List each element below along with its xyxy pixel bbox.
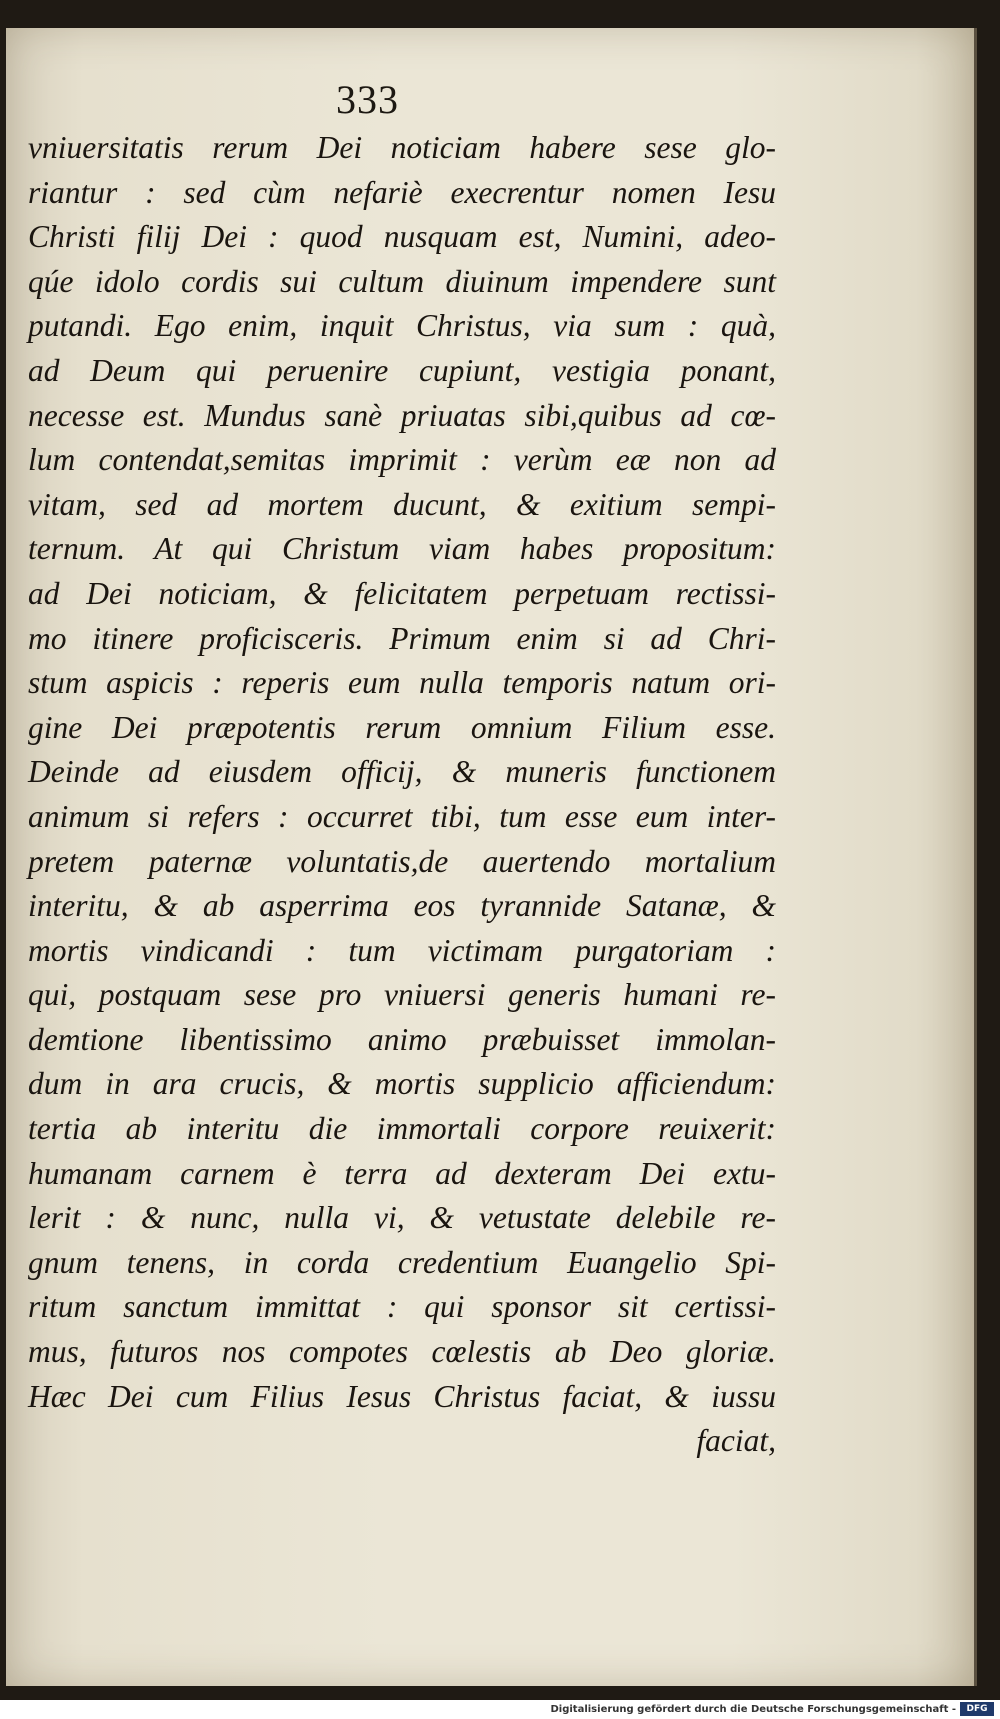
text-line: qui, postquam sese pro vniuersi generis humani re- — [28, 977, 776, 1013]
text-line: mus, futuros nos compotes cœlestis ab Deo gloriæ. — [28, 1334, 776, 1370]
text-line: ad Deum qui peruenire cupiunt, vestigia ponant, — [28, 352, 776, 388]
text-line: animum si refers : occurret tibi, tum esse eum inter- — [28, 798, 776, 834]
text-line: vniuersitatis rerum Dei noticiam habere sese glo- — [28, 130, 776, 165]
text-line: interitu, & ab asperrima eos tyrannide Satanæ, & — [28, 888, 776, 924]
text-line: mortis vindicandi : tum victimam purgatoriam : — [28, 932, 776, 968]
dfg-logo: DFG — [960, 1702, 994, 1716]
text-line: demtione libentissimo animo præbuisset immolan- — [28, 1021, 776, 1057]
text-line: necesse est. Mundus sanè priuatas sibi,quibus ad cœ- — [28, 397, 776, 433]
text-line: gine Dei præpotentis rerum omnium Filium esse. — [28, 709, 776, 745]
text-line: Deinde ad eiusdem officij, & muneris functionem — [28, 754, 776, 790]
text-line: Hæc Dei cum Filius Iesus Christus faciat, & iussu — [28, 1378, 776, 1414]
text-line: lum contendat,semitas imprimit : verùm eæ non ad — [28, 442, 776, 478]
text-line: ad Dei noticiam, & felicitatem perpetuam rectissi- — [28, 575, 776, 611]
catchword: faciat, — [696, 1423, 776, 1459]
text-line: lerit : & nunc, nulla vi, & vetustate delebile re- — [28, 1200, 776, 1236]
text-line: putandi. Ego enim, inquit Christus, via sum : quà, — [28, 308, 776, 344]
text-line: tertia ab interitu die immortali corpore reuixerit: — [28, 1111, 776, 1147]
text-line: dum in ara crucis, & mortis supplicio afficiendum: — [28, 1066, 776, 1102]
text-line: ritum sanctum immittat : qui sponsor sit certissi- — [28, 1289, 776, 1325]
body-text — [28, 126, 776, 1464]
text-line: qúe idolo cordis sui cultum diuinum impendere sunt — [28, 263, 776, 299]
text-line: vitam, sed ad mortem ducunt, & exitium sempi- — [28, 486, 776, 522]
text-line: pretem paternæ voluntatis,de auertendo mortalium — [28, 843, 776, 879]
funding-credit: Digitalisierung gefördert durch die Deutsche Forschungsgemeinschaft - — [550, 1704, 956, 1715]
text-line: mo itinere proficisceris. Primum enim si ad Chri- — [28, 620, 776, 656]
text-line: riantur : sed cùm nefariè execrentur nomen Iesu — [28, 174, 776, 210]
text-line: Christi filij Dei : quod nusquam est, Numini, adeo- — [28, 219, 776, 255]
text-line: stum aspicis : reperis eum nulla temporis natum ori- — [28, 665, 776, 701]
text-line: ternum. At qui Christum viam habes propositum: — [28, 531, 776, 567]
text-line: gnum tenens, in corda credentium Euangelio Spi- — [28, 1244, 776, 1280]
text-line: humanam carnem è terra ad dexteram Dei extu- — [28, 1155, 776, 1191]
book-page — [6, 28, 977, 1686]
page-number: 333 — [336, 77, 399, 122]
